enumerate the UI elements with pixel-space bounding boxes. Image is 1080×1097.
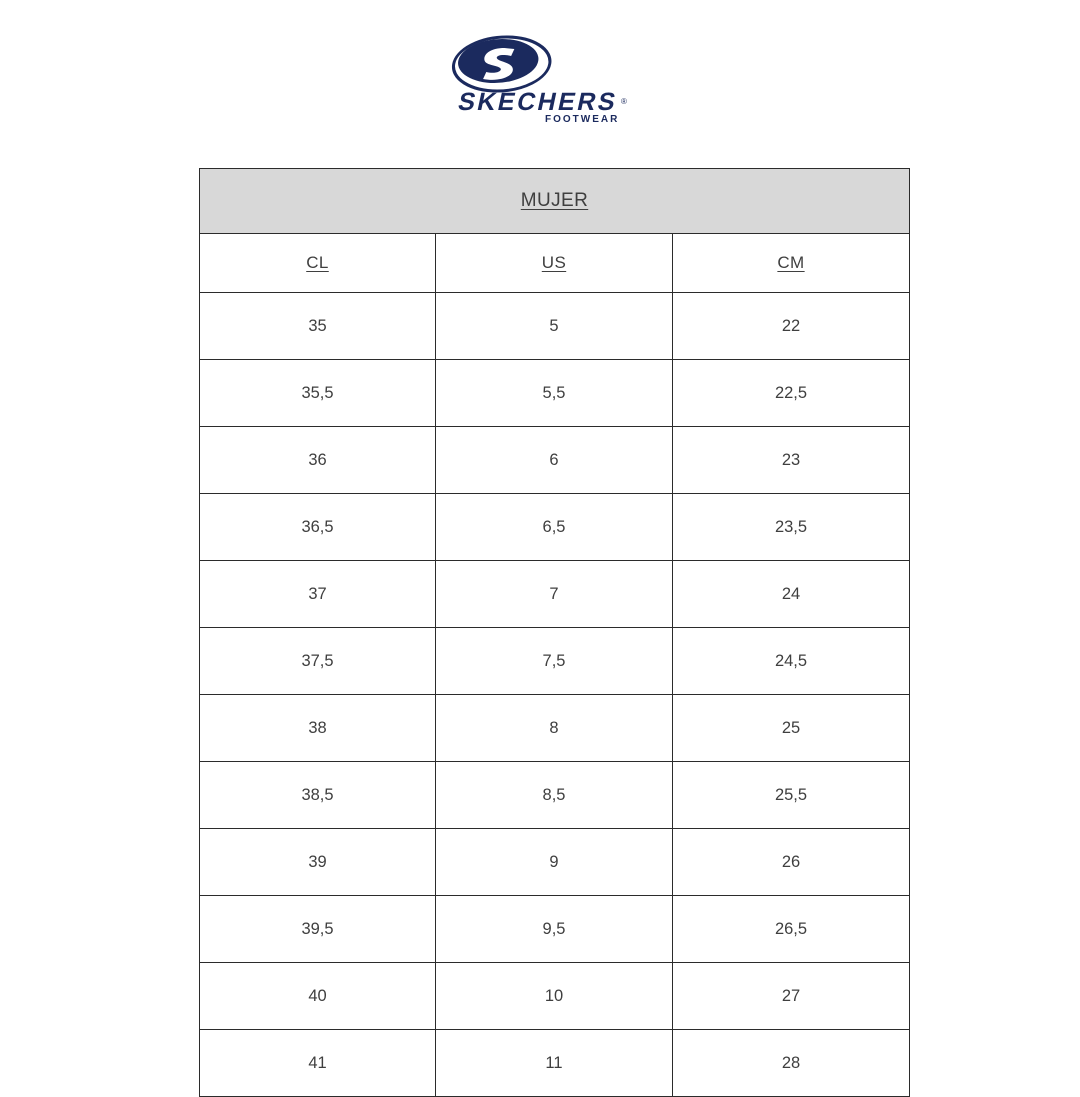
cell-cl: 39,5 xyxy=(200,896,436,963)
svg-text:®: ® xyxy=(621,97,627,106)
cell-cl: 38,5 xyxy=(200,762,436,829)
table-row xyxy=(200,963,910,1030)
cell-cm: 22 xyxy=(673,293,910,360)
cell-cm: 23,5 xyxy=(673,494,910,561)
column-header-cl: CL xyxy=(200,234,436,293)
table-row xyxy=(200,762,910,829)
cell-cm: 25,5 xyxy=(673,762,910,829)
table-row xyxy=(200,829,910,896)
cell-us: 5,5 xyxy=(436,360,673,427)
cell-cm: 22,5 xyxy=(673,360,910,427)
table-title-row xyxy=(200,169,910,234)
skechers-logo-icon xyxy=(445,34,635,126)
cell-us: 11 xyxy=(436,1030,673,1097)
brand-logo xyxy=(0,34,1080,126)
table-row xyxy=(200,427,910,494)
size-table xyxy=(199,168,910,1097)
cell-cm: 26 xyxy=(673,829,910,896)
cell-cm: 28 xyxy=(673,1030,910,1097)
table-title xyxy=(200,169,910,234)
cell-cm: 27 xyxy=(673,963,910,1030)
cell-us: 8 xyxy=(436,695,673,762)
table-row xyxy=(200,561,910,628)
cell-cl: 37,5 xyxy=(200,628,436,695)
table-title-text: MUJER xyxy=(520,190,589,211)
cell-us: 6,5 xyxy=(436,494,673,561)
cell-cm: 23 xyxy=(673,427,910,494)
cell-cl: 35 xyxy=(200,293,436,360)
table-row xyxy=(200,360,910,427)
cell-cl: 37 xyxy=(200,561,436,628)
svg-text:FOOTWEAR: FOOTWEAR xyxy=(545,114,620,125)
cell-cm: 26,5 xyxy=(673,896,910,963)
table-row xyxy=(200,293,910,360)
table-row xyxy=(200,896,910,963)
cell-cl: 38 xyxy=(200,695,436,762)
cell-cl: 41 xyxy=(200,1030,436,1097)
cell-us: 9 xyxy=(436,829,673,896)
cell-cl: 39 xyxy=(200,829,436,896)
table-row xyxy=(200,628,910,695)
cell-us: 7,5 xyxy=(436,628,673,695)
cell-cl: 40 xyxy=(200,963,436,1030)
cell-us: 10 xyxy=(436,963,673,1030)
table-row xyxy=(200,494,910,561)
table-row xyxy=(200,1030,910,1097)
cell-us: 8,5 xyxy=(436,762,673,829)
cell-us: 7 xyxy=(436,561,673,628)
cell-us: 9,5 xyxy=(436,896,673,963)
cell-cm: 25 xyxy=(673,695,910,762)
column-header-us: US xyxy=(436,234,673,293)
cell-cl: 36 xyxy=(200,427,436,494)
svg-text:SKECHERS: SKECHERS xyxy=(455,88,621,116)
cell-cl: 35,5 xyxy=(200,360,436,427)
cell-cm: 24 xyxy=(673,561,910,628)
cell-us: 6 xyxy=(436,427,673,494)
table-row xyxy=(200,695,910,762)
cell-cm: 24,5 xyxy=(673,628,910,695)
cell-us: 5 xyxy=(436,293,673,360)
size-table-container xyxy=(199,168,909,1097)
table-header-row xyxy=(200,234,910,293)
column-header-cm: CM xyxy=(673,234,910,293)
cell-cl: 36,5 xyxy=(200,494,436,561)
